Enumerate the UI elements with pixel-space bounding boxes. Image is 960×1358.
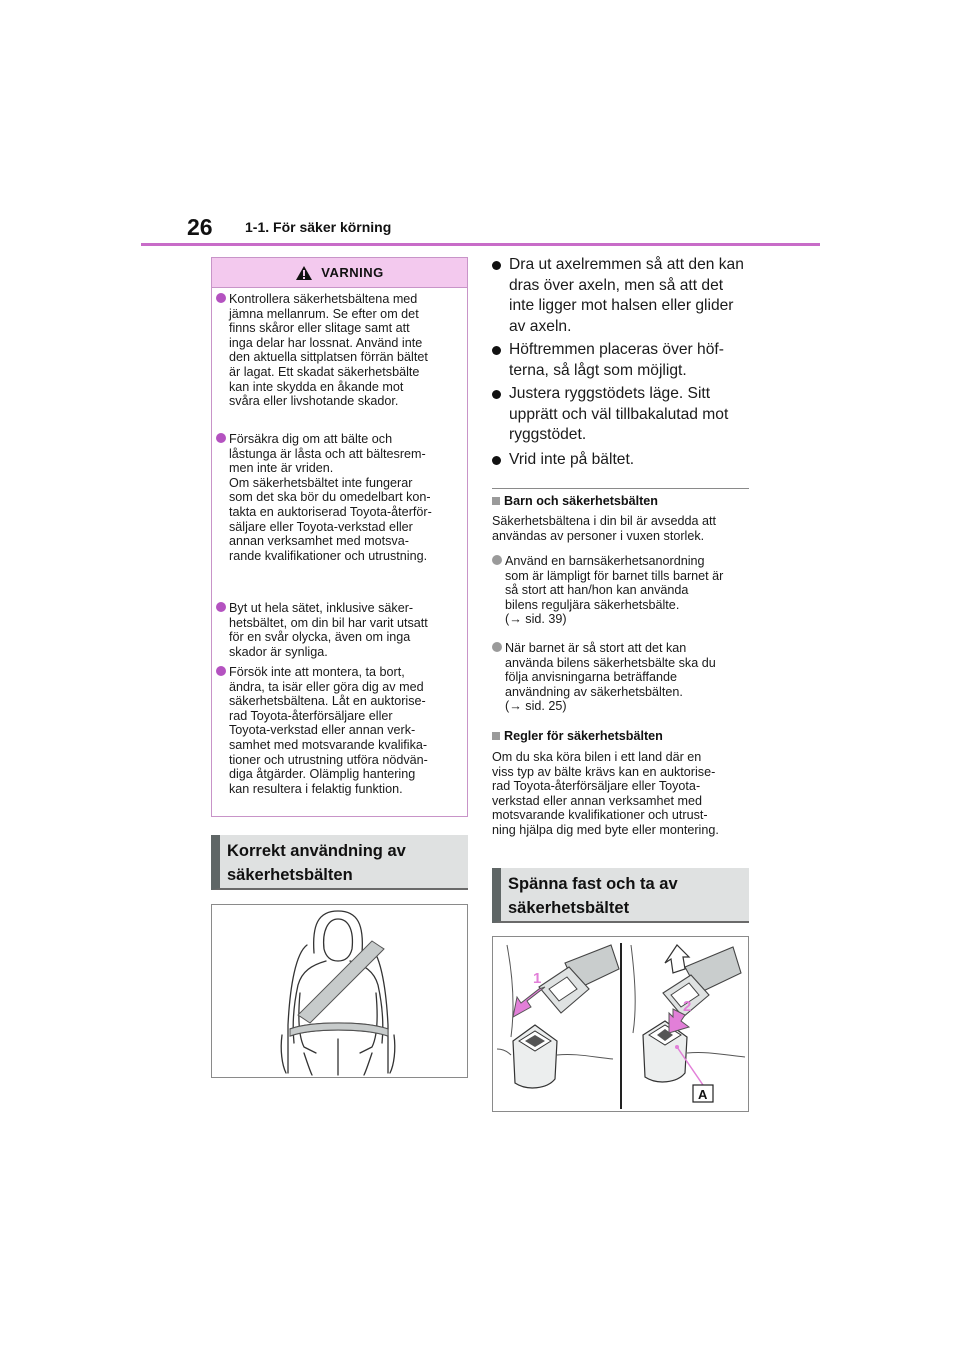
callout-1-label: 1 [533,970,542,987]
divider [492,488,749,489]
page-number: 26 [187,214,213,240]
bullet-icon [216,666,226,676]
warning-box [211,257,468,817]
warning-item-text: Byt ut hela sätet, inklusive säker- hetsbältet, om din bil har varit utsatt för en svår olycka, även om inga skador är synliga. [229,601,428,659]
square-bullet-icon [492,497,500,505]
instruction-item [492,340,754,381]
buckle-figure [492,936,749,1112]
warning-item-text: Försäkra dig om att bälte och låstunga är låsta och att bältesrem- men inte är vriden. Om säkerhetsbältet inte fungerar som det ska bör du omedelbart kon- takta en auktoriserad Toyota-återför- säljare eller Toyota-verkstad eller annan verksamhet med motsva- rande kvalifikationer och utrustning. [229,432,432,563]
instruction-item [492,255,754,337]
warning-triangle-icon [295,265,313,281]
seatbelt-wearing-figure [211,904,468,1078]
bullet-icon [492,261,501,270]
instruction-item [492,384,754,446]
warning-item-text: Försök inte att montera, ta bort, ändra, ta isär eller göra dig av med säkerhetsbältena. Låt en auktorise- rad Toyota-återförsäljare eller Toyota-verkstad eller annan verk- samhet med motsvarande kvalifika- tioner och utrustning utföra nödvän- diga åtgärder. Olämplig hantering kan resultera i felaktig funktion. [229,665,428,796]
warning-header [212,258,467,288]
children-item [492,641,754,714]
bullet-icon [492,456,501,465]
warning-item [216,665,464,796]
buckle-illustration [493,937,748,1111]
instruction-item [492,450,754,471]
section-heading-correct-use: Korrekt användning av säkerhetsbälten [211,835,468,890]
instruction-text: Vrid inte på bältet. [509,451,635,468]
bullet-icon [492,346,501,355]
instruction-text: Höftremmen placeras över höf- terna, så lågt som möjligt. [509,341,724,379]
children-item-text: När barnet är så stort att det kan använda bilens säkerhetsbälte ska du följa anvisningarna beträffande användning av säkerhetsbälten. (→ sid. 25) [505,641,716,714]
children-item-text: Använd en barnsäkerhetsanordning som är lämpligt för barnet tills barnet är så stort att han/hon kan använda bilens reguljära säkerhetsbälte. (→ sid. 39) [505,554,724,627]
subheading-children [492,494,658,508]
instruction-text: Dra ut axelremmen så att den kan dras över axeln, men så att det inte ligger mot halsen eller glider av axeln. [509,256,744,335]
bullet-icon [492,390,501,399]
children-intro: Säkerhetsbältena i din bil är avsedda att användas av personer i vuxen storlek. [492,514,717,543]
warning-item [216,292,464,409]
callout-a-label: A [698,1087,708,1102]
children-item [492,554,754,627]
subheading-text: Regler för säkerhetsbälten [504,729,663,743]
instruction-text: Justera ryggstödets läge. Sitt upprätt och väl tillbakalutad mot ryggstödet. [509,385,729,443]
warning-item-text: Kontrollera säkerhetsbältena med jämna mellanrum. Se efter om det finns skåror eller slitage samt att inga delar har lossnat. Använd inte den aktuella sittplatsen förrän bältet är lagat. Ett skadat säkerhetsbälte kan inte skydda en åkande mot svåra eller livshotande skador. [229,292,428,409]
bullet-icon [216,602,226,612]
rules-text: Om du ska köra bilen i ett land där en viss typ av bälte krävs kan en auktorise- rad Toyota-återförsäljare eller Toyota- verkstad eller annan verksamhet med motsvarande kvalifikationer och utrust- ning hjälpa dig med byte eller montering. [492,750,719,837]
callout-2-label: 2 [683,998,692,1015]
header-rule [141,243,820,246]
warning-item [216,601,464,659]
subheading-text: Barn och säkerhetsbälten [504,494,658,508]
square-bullet-icon [492,732,500,740]
bullet-icon [216,433,226,443]
section-heading-buckle: Spänna fast och ta av säkerhetsbältet [492,868,749,923]
subheading-rules [492,729,663,743]
bullet-icon [492,555,502,565]
bullet-icon [216,293,226,303]
warning-label: VARNING [321,265,384,280]
warning-item [216,432,464,563]
section-title: 1-1. För säker körning [245,219,392,235]
bullet-icon [492,642,502,652]
seated-person-illustration [212,905,467,1077]
